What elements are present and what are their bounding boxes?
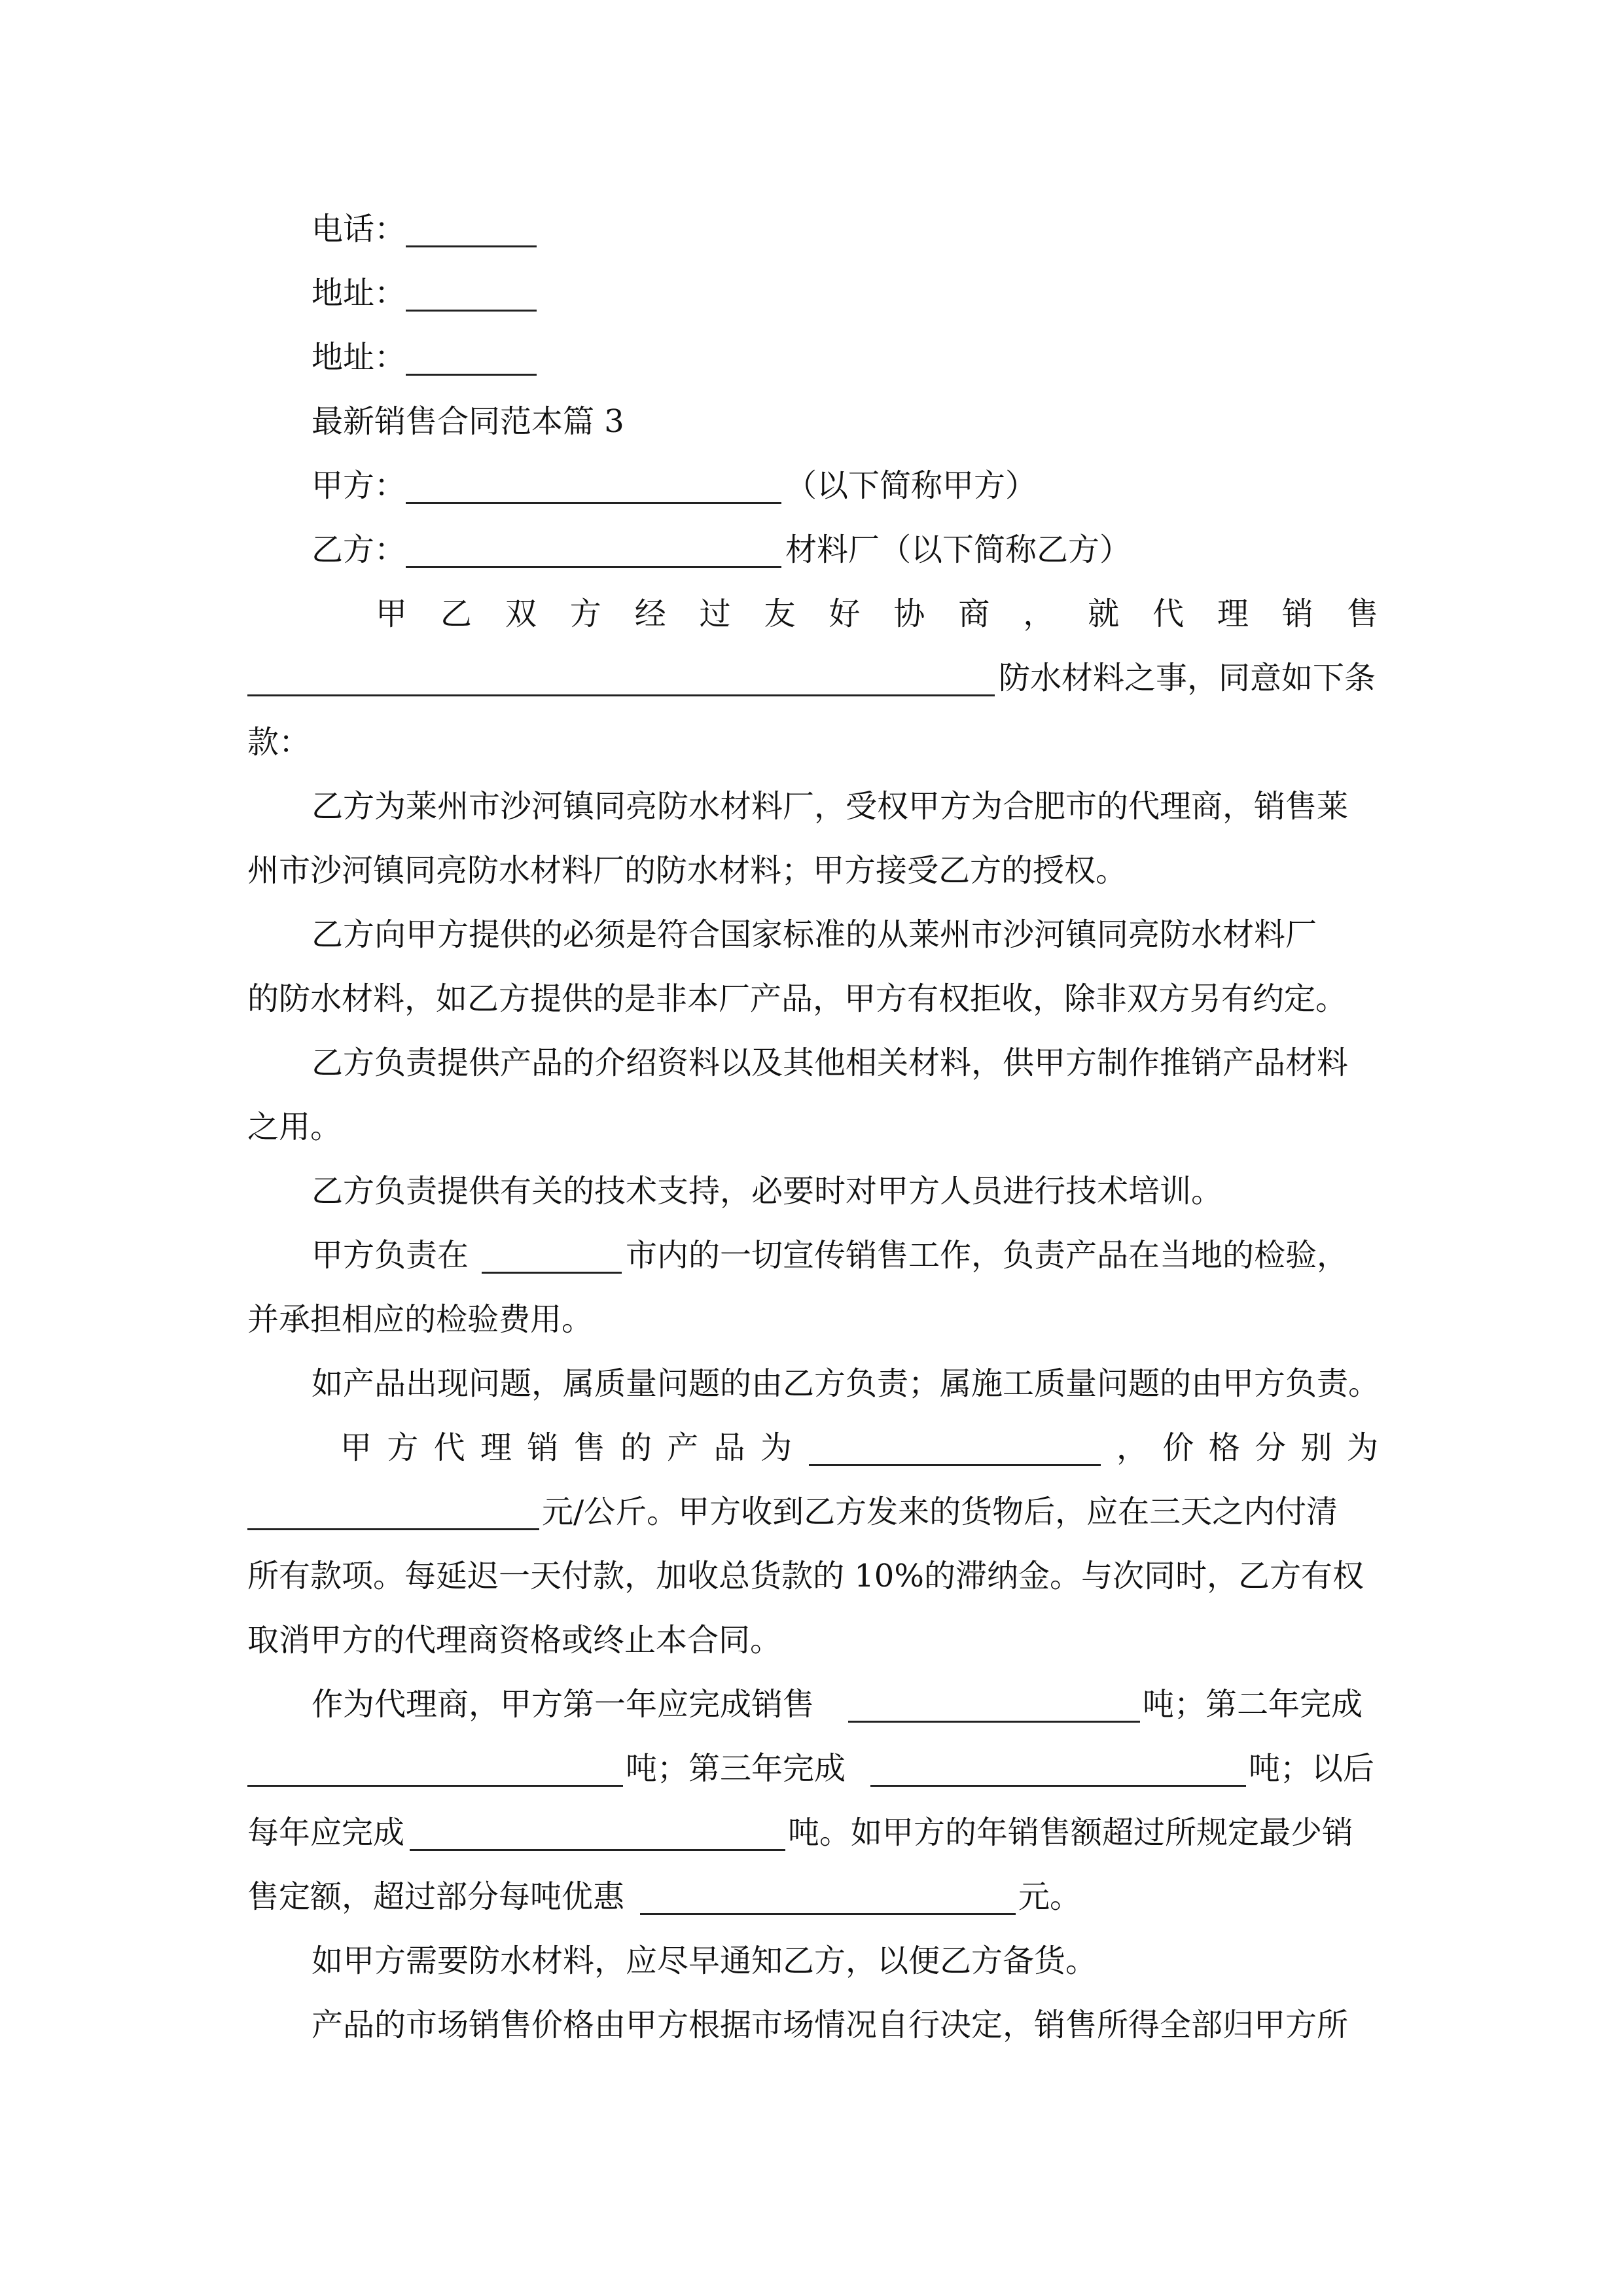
clause-text: 乙方负责提供有关的技术支持，必要时对甲方人员进行技术培训。 [312,1173,1223,1210]
char: 甲 [376,596,408,632]
clause-text: 市内的一切宣传销售工作，负责产品在当地的检验， [626,1237,1349,1274]
intro-line-3 [0,709,1623,775]
phone-blank [406,182,537,247]
clause-text: 如甲方需要防水材料，应尽早通知乙方，以便乙方备货。 [312,1943,1097,1979]
address-label: 地址： [312,339,406,376]
char: 为 [1346,1429,1378,1466]
char: 售 [1346,596,1378,632]
char: 售 [573,1429,605,1466]
clause-text: 元/公斤。甲方收到乙方发来的货物后，应在三天之内付清 [542,1494,1338,1530]
party-a-blank [406,439,781,504]
clause-8-line-1 [0,1672,1623,1737]
clause-text: 吨；第二年完成 [1143,1686,1363,1723]
char: ， [1023,596,1055,632]
char: 商 [958,596,990,632]
char: 品 [713,1429,745,1466]
clause-text: 乙方负责提供产品的介绍资料以及其他相关材料，供甲方制作推销产品材料 [312,1045,1349,1081]
char: 格 [1208,1429,1240,1466]
clause-text: 产品的市场销售价格由甲方根据市场情况自行决定，销售所得全部归甲方所 [312,2007,1349,2043]
char: 经 [634,596,666,632]
clause-7-line-3 [0,1543,1623,1609]
address-blank [406,310,537,376]
section-heading [0,389,1623,454]
clause-7-justified-b [1116,1415,1378,1480]
clause-text: 如产品出现问题，属质量问题的由乙方负责；属施工质量问题的由甲方负责。 [312,1365,1380,1402]
party-b-line [0,517,1623,583]
phone-label: 电话： [312,211,406,247]
price-blank [247,1465,539,1530]
clause-1-line-2 [0,838,1623,903]
clause-text: 之用。 [247,1109,342,1145]
clause-5-line-2 [0,1287,1623,1352]
char: ， [1116,1429,1149,1466]
char: 过 [699,596,731,632]
clause-text: 甲方负责在 [312,1237,469,1274]
char: 分 [1255,1429,1287,1466]
clause-text: 州市沙河镇同亮防水材料厂的防水材料；甲方接受乙方的授权。 [247,852,1128,889]
clause-7-line-4 [0,1607,1623,1673]
clause-3-line-1 [0,1030,1623,1096]
address-label: 地址： [312,275,406,312]
clause-text: 吨。如甲方的年销售额超过所规定最少销 [788,1814,1354,1851]
char: 代 [433,1429,465,1466]
clause-text: 吨；第三年完成 [626,1750,846,1787]
party-b-suffix: 材料厂（以下简称乙方） [785,531,1132,568]
clause-text: 每年应完成 [247,1814,405,1851]
party-b-label: 乙方： [312,531,406,568]
clause-text: 并承担相应的检验费用。 [247,1301,594,1338]
char: 友 [764,596,796,632]
clause-text: 售定额，超过部分每吨优惠 [247,1878,625,1915]
product-name-blank [809,1401,1101,1466]
clause-text: 所有款项。每延迟一天付款，加收总货款的 10%的滞纳金。与次同时，乙方有权 [247,1558,1364,1594]
char: 乙 [440,596,472,632]
product-blank [247,631,995,696]
char: 的 [620,1429,652,1466]
char: 别 [1300,1429,1332,1466]
address-line [0,260,1623,326]
address-blank [406,246,537,312]
year-2-blank [247,1721,623,1787]
clause-10-line-1 [0,1992,1623,2058]
discount-blank [640,1850,1016,1915]
clause-text: 作为代理商，甲方第一年应完成销售 [312,1686,815,1723]
intro-line-2 [0,645,1623,711]
year-1-blank [848,1657,1140,1723]
clause-text: 吨；以后 [1249,1750,1375,1787]
clause-3-line-2 [0,1094,1623,1160]
clause-5-line-1 [0,1223,1623,1288]
char: 协 [893,596,925,632]
clause-text: 元。 [1018,1878,1082,1915]
char: 代 [1152,596,1185,632]
char: 好 [829,596,861,632]
clause-7-line-2 [0,1479,1623,1545]
year-3-blank [870,1721,1246,1787]
clause-text: 取消甲方的代理商资格或终止本合同。 [247,1622,782,1659]
char: 甲 [340,1429,372,1466]
char: 就 [1088,596,1120,632]
char: 产 [667,1429,699,1466]
clause-1-line-1 [0,774,1623,839]
char: 理 [480,1429,512,1466]
address-line [0,325,1623,390]
phone-line [0,196,1623,262]
char: 理 [1217,596,1249,632]
char: 为 [760,1429,792,1466]
party-a-suffix: （以下简称甲方） [785,467,1037,504]
char: 销 [1281,596,1313,632]
intro-line-2-text: 防水材料之事，同意如下条 [999,660,1376,696]
char: 方 [569,596,601,632]
clause-2-line-1 [0,902,1623,967]
clause-9-line-1 [0,1928,1623,1994]
clause-4-line-1 [0,1158,1623,1224]
clause-7-line-1 [0,1415,1623,1480]
clause-text: 的防水材料，如乙方提供的是非本厂产品，甲方有权拒收，除非双方另有约定。 [247,980,1347,1017]
clause-text: 乙方为莱州市沙河镇同亮防水材料厂，受权甲方为合肥市的代理商，销售莱 [312,788,1349,825]
char: 销 [527,1429,559,1466]
clause-8-line-2 [0,1736,1623,1801]
section-title: 最新销售合同范本篇 3 [312,403,624,440]
clause-2-line-2 [0,966,1623,1031]
clause-8-line-4 [0,1864,1623,1929]
party-a-line [0,453,1623,518]
party-b-blank [406,503,781,568]
char: 方 [387,1429,419,1466]
city-blank [482,1208,622,1274]
char: 双 [505,596,537,632]
party-a-label: 甲方： [312,467,406,504]
clause-text: 乙方向甲方提供的必须是符合国家标准的从莱州市沙河镇同亮防水材料厂 [312,916,1317,953]
intro-line-3-text: 款： [247,724,311,761]
char: 价 [1162,1429,1194,1466]
annual-blank [410,1785,785,1851]
